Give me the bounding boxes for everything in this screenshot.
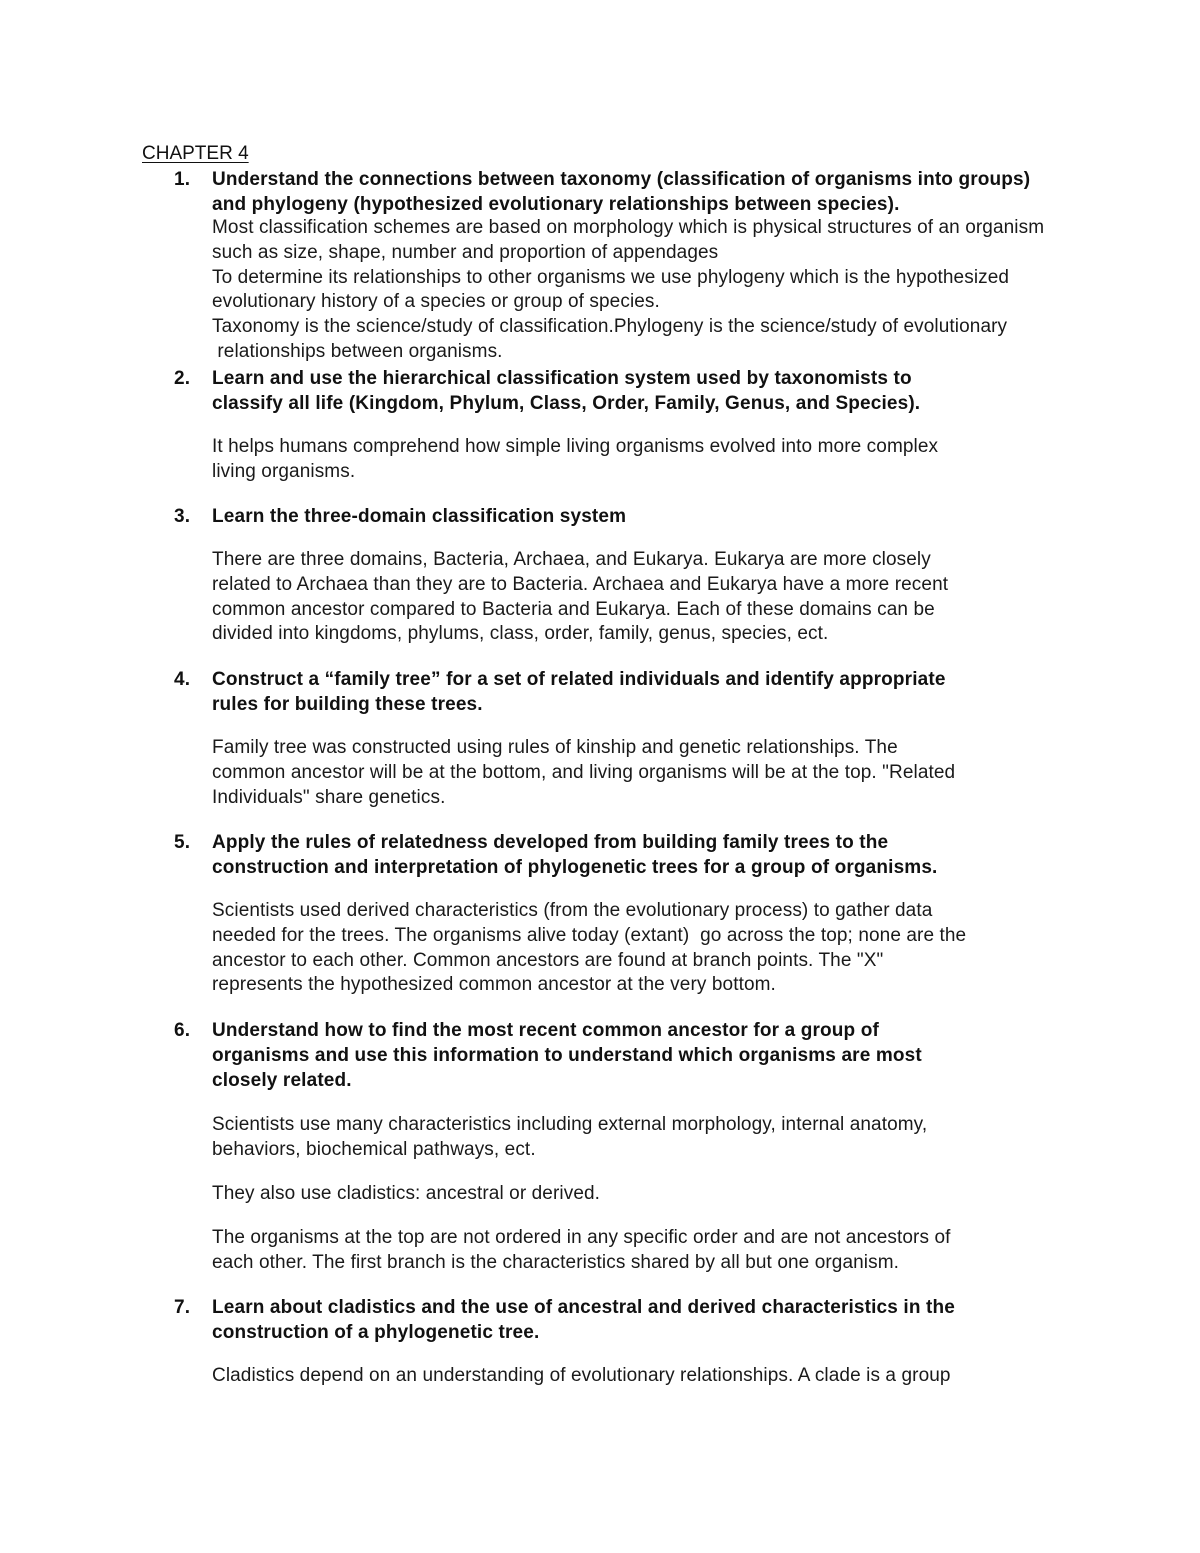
answer-line: Taxonomy is the science/study of classification.Phylogeny is the science/study of evolutionary xyxy=(212,316,1008,338)
question-4 xyxy=(174,667,1164,717)
question-number: 6. xyxy=(174,1020,191,1041)
answer-line: It helps humans comprehend how simple living organisms evolved into more complex xyxy=(212,436,939,457)
question-number: 5. xyxy=(174,832,191,853)
question-2 xyxy=(174,366,1164,416)
answer-line: relationships between organisms. xyxy=(212,340,503,362)
answer-line: each other. The first branch is the characteristics shared by all but one organism. xyxy=(212,1251,900,1273)
answer-line: The organisms at the top are not ordered in any specific order and are not ancestors of xyxy=(212,1227,951,1248)
answer-line: ancestor to each other. Common ancestors are found at branch points. The "X" xyxy=(212,949,884,971)
answer-line: common ancestor will be at the bottom, and living organisms will be at the top. "Related xyxy=(212,761,956,783)
question-number: 2. xyxy=(174,368,191,389)
question-line: Learn and use the hierarchical classification system used by taxonomists to xyxy=(212,368,912,389)
question-line: Learn the three-domain classification system xyxy=(212,506,627,527)
question-line: classify all life (Kingdom, Phylum, Class, Order, Family, Genus, and Species). xyxy=(212,393,921,414)
question-line: Understand how to find the most recent common ancestor for a group of xyxy=(212,1020,879,1041)
answer-7 xyxy=(212,1364,1172,1389)
answer-line: Family tree was constructed using rules of kinship and genetic relationships. The xyxy=(212,737,898,758)
question-number: 3. xyxy=(174,506,191,527)
question-line: organisms and use this information to understand which organisms are most xyxy=(212,1045,922,1066)
question-3 xyxy=(174,504,1164,529)
answer-line: Scientists use many characteristics including external morphology, internal anatomy, xyxy=(212,1114,928,1135)
question-line: rules for building these trees. xyxy=(212,694,483,715)
answer-4 xyxy=(212,736,1172,810)
question-6 xyxy=(174,1018,1164,1093)
question-number: 4. xyxy=(174,669,191,690)
answer-line: behaviors, biochemical pathways, ect. xyxy=(212,1138,536,1160)
answer-line: common ancestor compared to Bacteria and Eukarya. Each of these domains can be xyxy=(212,598,935,620)
answer-line: living organisms. xyxy=(212,460,356,482)
answer-line: divided into kingdoms, phylums, class, order, family, genus, species, ect. xyxy=(212,623,829,645)
question-line: and phylogeny (hypothesized evolutionary relationships between species). xyxy=(212,194,900,215)
answer-line: represents the hypothesized common ancestor at the very bottom. xyxy=(212,974,776,996)
question-line: closely related. xyxy=(212,1070,352,1091)
question-line: Apply the rules of relatedness developed from building family trees to the xyxy=(212,832,889,853)
question-line: Learn about cladistics and the use of ancestral and derived characteristics in the xyxy=(212,1297,955,1318)
chapter-title: CHAPTER 4 xyxy=(142,143,249,164)
question-line: construction and interpretation of phylogenetic trees for a group of organisms. xyxy=(212,857,938,878)
question-5 xyxy=(174,830,1164,880)
answer-6c xyxy=(212,1226,1172,1276)
answer-line: needed for the trees. The organisms alive today (extant) go across the top; none are the xyxy=(212,924,967,946)
answer-5 xyxy=(212,899,1172,998)
answer-6b xyxy=(212,1182,1172,1207)
question-1 xyxy=(174,167,1164,217)
question-number: 1. xyxy=(174,169,191,190)
answer-6a xyxy=(212,1113,1172,1163)
answer-3 xyxy=(212,548,1172,647)
answer-line: such as size, shape, number and proportion of appendages xyxy=(212,241,719,263)
answer-line: Most classification schemes are based on morphology which is physical structures of an organism xyxy=(212,217,1045,238)
answer-2 xyxy=(212,435,1172,485)
answer-line: Individuals" share genetics. xyxy=(212,786,446,808)
answer-line: To determine its relationships to other organisms we use phylogeny which is the hypothesized xyxy=(212,266,1010,288)
answer-line: Scientists used derived characteristics (from the evolutionary process) to gather data xyxy=(212,900,933,921)
question-number: 7. xyxy=(174,1297,191,1318)
answer-1 xyxy=(212,216,1172,365)
question-line: Construct a “family tree” for a set of related individuals and identify appropriate xyxy=(212,669,946,690)
answer-line: evolutionary history of a species or group of species. xyxy=(212,291,660,313)
question-line: construction of a phylogenetic tree. xyxy=(212,1322,540,1343)
answer-line: Cladistics depend on an understanding of evolutionary relationships. A clade is a group xyxy=(212,1365,951,1386)
question-line: Understand the connections between taxonomy (classification of organisms into groups) xyxy=(212,169,1031,190)
answer-line: There are three domains, Bacteria, Archaea, and Eukarya. Eukarya are more closely xyxy=(212,549,931,570)
question-7 xyxy=(174,1295,1164,1345)
answer-line: They also use cladistics: ancestral or derived. xyxy=(212,1183,601,1204)
answer-line: related to Archaea than they are to Bacteria. Archaea and Eukarya have a more recent xyxy=(212,573,949,595)
